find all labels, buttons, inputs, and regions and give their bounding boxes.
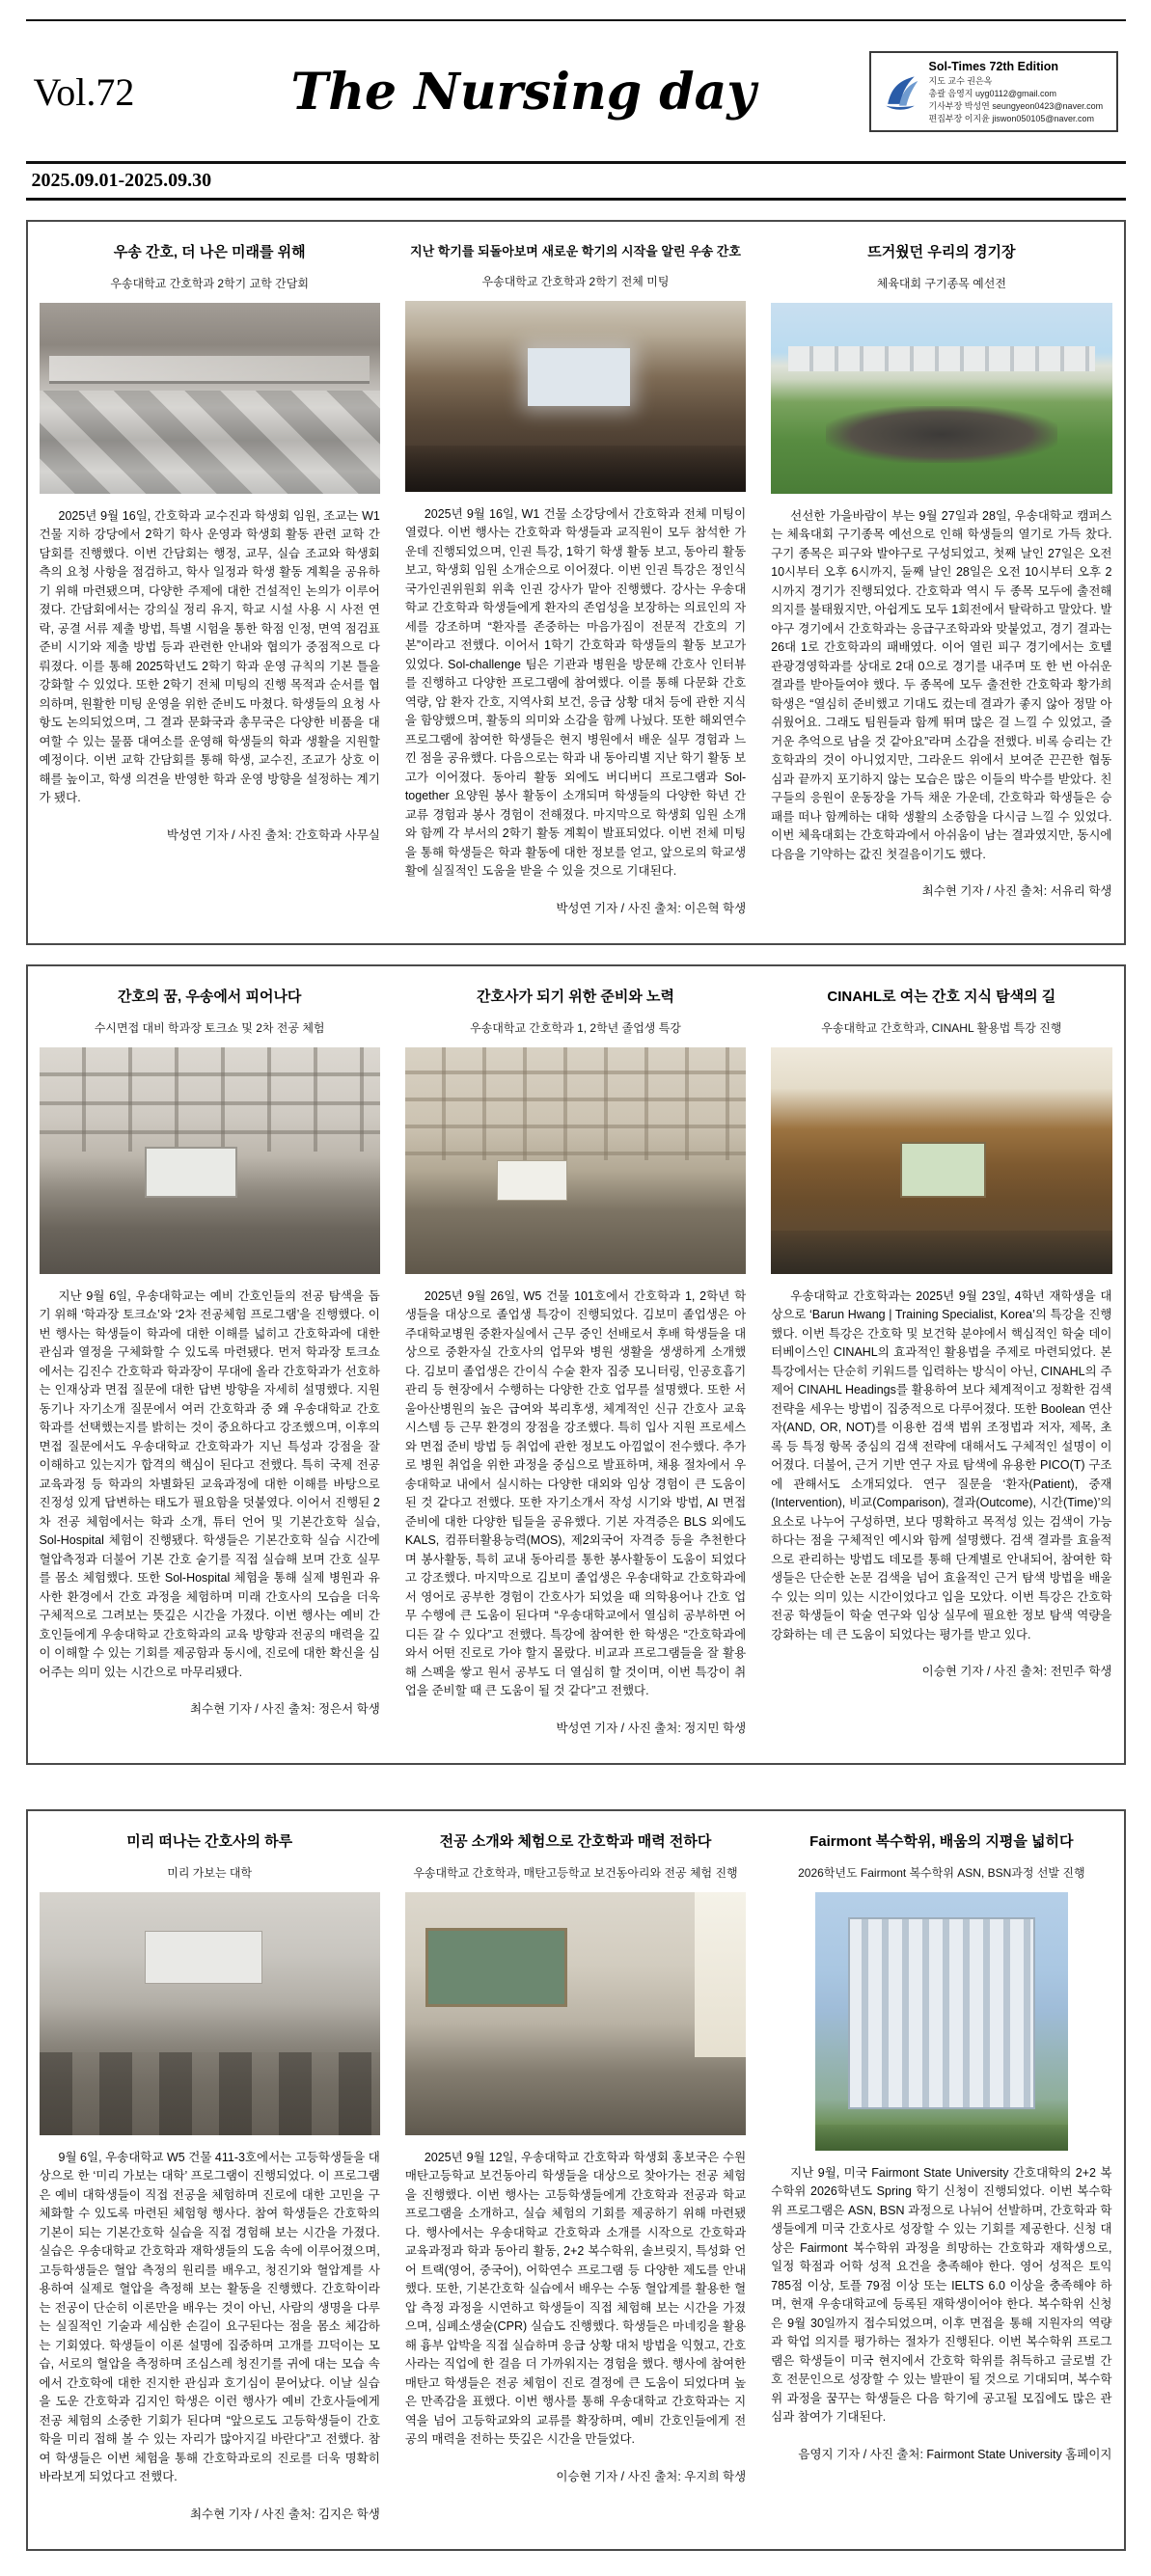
article-fairmont-dual-degree bbox=[771, 1827, 1111, 2522]
article-headline: 우송 간호, 더 나은 미래를 위해 bbox=[113, 243, 306, 260]
article-subtitle: 우송대학교 간호학과 2학기 전체 미팅 bbox=[481, 274, 670, 288]
article-headline: 간호의 꿈, 우송에서 피어나다 bbox=[117, 988, 302, 1005]
article-subtitle: 체육대회 구기종목 예선전 bbox=[876, 276, 1006, 290]
credit-advisor: 지도 교수 권은옥 bbox=[928, 76, 993, 87]
credit-reporter-chief: 기사부장 박성연 seungyeon0423@naver.com bbox=[928, 101, 1104, 112]
article-subtitle: 우송대학교 간호학과, 매탄고등학교 보건동아리와 전공 체험 진행 bbox=[413, 1865, 738, 1880]
newsletter-title: The Nursing day bbox=[290, 62, 756, 122]
article-subtitle: 수시면접 대비 학과장 토크쇼 및 2차 전공 체험 bbox=[94, 1020, 325, 1035]
article-subtitle: 2026학년도 Fairmont 복수학위 ASN, BSN과정 선발 진행 bbox=[798, 1865, 1085, 1880]
article-photo-auditorium bbox=[405, 301, 746, 492]
article-body: 2025년 9월 26일, W5 건물 101호에서 간호학과 1, 2학년 학생들을 대상으로 졸업생 특강이 진행되었다. 김보미 졸업생은 아주대학교병원 중환자실에서 근무 중인 선배로서 후배 학생들을 대상으로 중환자실 간호사의 업무와 병원 생활을 생생하게 소개했다. 김보미 졸업생은 간이식 수술 환자 집중 모니터링, 인공호흡기 관리 등 현장에서 수행하는 다양한 간호 업무를 설명했다. 또한 서울아산병원의 높은 급여와 복리후생, 체계적인 신규 간호사 교육 시스템 등 근무 환경의 장점을 강조했다. 특히 입사 지원 프로세스와 면접 준비 방법 등 취업에 관한 정보도 아낌없이 전수했다. 추가로 병원 취업을 위한 과정을 중심으로 발표하며, 채용 절차에서 우송대학교 내에서 실시하는 다양한 대외와 임상 경험이 큰 도움이 된 것 같다고 전했다. 또한 자기소개서 작성 시기와 방법, AI 면접 준비에 대한 다양한 팁들을 공유했다. 기본 자격증은 BLS 외에도 KALS, 컴퓨터활용능력(MOS), 제2외국어 자격증 등을 추천한다며 봉사활동, 특히 교내 동아리를 통한 봉사활동이 도움이 되었다고 강조했다. 마지막으로 김보미 졸업생은 우송대학교 간호학과에서 영어로 공부한 경험이 간호사가 되었을 때 의학용어나 간호 업무 수행에 큰 도움이 된다며 “우송대학교에서 열심히 공부하면 어디든 갈 수 있다”고 전했다. 특강에 참여한 한 학생은 “간호학과에 와서 어떤 진로로 가야 할지 몰랐다. 비교과 프로그램들을 잘 활용해 스펙을 쌓고 원서 공부도 더 열심히 할 것이며, 이번 특강이 취업을 준비할 때 큰 도움이 될 것 같다”고 전했다. bbox=[404, 1288, 747, 1698]
article-body: 선선한 가을바람이 부는 9월 27일과 28일, 우송대학교 캠퍼스는 체육대회 구기종목 예선으로 인해 학생들의 열기로 가득 찼다. 구기 종목은 피구와 발야구로 구성되었고, 첫째 날인 27일은 오전 10시부터 오후 6시까지, 둘째 날인 28일은 오전 10시부터 오후 2시까지 경기가 진행되었다. 간호학과 역시 두 종목 모두에 출전해 의지를 불태웠지만, 아쉽게도 모두 1회전에서 탈락하고 말았다. 발야구 경기에서 간호학과는 응급구조학과와 맞붙었고, 경기 결과는 26대 1로 간호학과의 패배였다. 이어 열린 피구 경기에서는 호텔관광경영학과를 상대로 2대 0으로 경기를 내주며 또 한 번 아쉬운 결과를 받아들여야 했다. 두 종목에 모두 출전한 간호학과 황가희 학생은 “열심히 준비했고 기대도 컸는데 결과가 좋지 않아 정말 아쉬웠어요. 그래도 팀원들과 함께 뛰며 많은 걸 느낄 수 있었고, 즐거운 추억으로 남을 것 같아요”라며 소감을 전했다. 비록 승리는 간호학과의 것이 아니었지만, 그라운드 위에서 보여준 끈끈한 협동심과 끝까지 포기하지 않는 모습은 많은 이들의 박수를 받았다. 친구들의 응원이 운동장을 가득 채운 가운데, 간호학과 학생들은 승패를 떠나 함께하는 대학 생활의 소중함을 다시금 느낄 수 있었다. 이번 체육대회는 간호학과에서 아쉬움이 남는 결과였지만, 동시에 다음을 기약하는 값진 첫걸음이기도 했다. bbox=[771, 508, 1112, 861]
credit-editor-chief: 편집부장 이지윤 jiswon050105@naver.com bbox=[928, 114, 1095, 124]
article-cinahl-lecture bbox=[771, 982, 1111, 1736]
article-photo-lecture-hall bbox=[40, 1047, 380, 1274]
article-byline: 음영지 기자 / 사진 출처: Fairmont State University 홈페이지 bbox=[798, 2447, 1112, 2461]
article-body: 우송대학교 간호학과는 2025년 9월 23일, 4학년 재학생을 대상으로 ‘Barun Hwang | Training Specialist, Korea’의 특강을 진행했다. 이번 특강은 간호학 및 보건학 분야에서 핵심적인 학술 데이터베이스인 CINAHL의 효과적인 활용법을 주제로 마련되었다. 본 특강에서는 단순히 키워드를 입력하는 방식이 아닌, CINAHL의 주제어 CINAHL Headings를 활용하여 보다 체계적이고 정확한 검색 전략을 세우는 방법이 집중적으로 다루어졌다. 또한 Boolean 연산자(AND, OR, NOT)를 이용한 검색 범위 조정법과 저자, 제목, 초록 등 특정 항목 중심의 검색 전략에 대해서도 구체적인 설명이 이어졌다. 더불어, 근거 기반 연구 자료 탐색에 유용한 PICO(T) 구조에 관해서도 소개되었다. 연구 질문을 ‘환자(Patient), 중재(Intervention), 비교(Comparison), 결과(Outcome), 시간(Time)’의 요소로 나누어 구성하면, 보다 명확하고 목적성 있는 검색이 가능하다는 점을 구체적인 예시와 함께 설명했다. 검색 결과를 효율적으로 관리하는 방법도 데모를 통해 단계별로 안내되어, 참여한 학생들은 단순한 논문 검색을 넘어 효율적인 근거 탐색 방법을 배울 수 있는 의미 있는 시간이었다고 입을 모았다. 이번 특강은 간호학 전공 학생들이 학술 연구와 임상 실무에 필요한 정보 탐색 역량을 강화하는 데 큰 도움이 되었다는 평가를 받고 있다. bbox=[771, 1288, 1112, 1641]
volume-label: Vol.72 bbox=[33, 69, 135, 114]
article-body: 9월 6일, 우송대학교 W5 건물 411-3호에서는 고등학생들을 대상으로 한 ‘미리 가보는 대학’ 프로그램이 진행되었다. 이 프로그램은 예비 대학생들이 직접 전공을 체험하며 진로에 대한 고민을 구체화할 수 있도록 마련된 체험형 행사다. 참여 학생들은 간호학의 기본이 되는 기본간호학 실습을 직접 경험해 보는 시간을 가졌다. 실습은 우송대학교 간호학과 재학생들의 도움 속에 이루어졌으며, 고등학생들은 혈압 측정의 원리를 배우고, 청진기와 혈압계를 사용하여 실제로 혈압을 측정해 보는 활동을 진행했다. 간호학이라는 전공이 단순히 이론만을 배우는 것이 아닌, 사람의 생명을 다루는 실질적인 기술과 세심한 손길이 요구된다는 점을 몸소 체감하는 기회였다. 학생들이 이론 설명에 집중하며 고개를 끄덕이는 모습, 서로의 혈압을 측정하며 조심스레 청진기를 귀에 대는 모습 속에서 간호학에 대한 진지한 관심과 호기심이 묻어났다. 이날 실습을 도운 간호학과 김지인 학생은 이런 행사가 예비 간호사들에게 전공 체험의 소중한 기회가 된다며 “앞으로도 고등학생들이 간호학을 미리 접해 볼 수 있는 자리가 많아지길 바란다”고 전했다. 참여 학생들은 이번 체험을 통해 간호학과로의 진로를 더욱 명확히 바라보게 되었다고 전했다. bbox=[39, 2150, 380, 2484]
article-headline: 간호사가 되기 위한 준비와 노력 bbox=[476, 988, 675, 1005]
credit-lead: 총괄 음영지 uyg0112@gmail.com bbox=[928, 89, 1056, 99]
article-headline: 뜨거웠던 우리의 경기장 bbox=[867, 243, 1016, 260]
article-subtitle: 우송대학교 간호학과 1, 2학년 졸업생 특강 bbox=[470, 1020, 681, 1035]
article-subtitle: 우송대학교 간호학과 2학기 교학 간담회 bbox=[110, 276, 309, 290]
article-body: 2025년 9월 12일, 우송대학교 간호학과 학생회 홍보국은 수원 매탄고등학교 보건동아리 학생들을 대상으로 찾아가는 전공 체험을 진행했다. 이번 행사는 고등학생들에게 간호학과 전공과 학교 프로그램을 소개하고, 실습 체험의 기회를 제공하기 위해 마련됐다. 행사에서는 우송대학교 간호학과 소개를 시작으로 간호학과 교육과정과 학과 동아리 활동, 2+2 복수학위, 솔브릿지, 특성화 언어 트랙(영어, 중국어), 어학연수 프로그램 등 다양한 제도를 안내했다. 또한, 기본간호학 실습에서 배우는 수동 혈압계를 활용한 혈압 측정 과정을 시연하고 학생들이 직접 체험해 보는 시간을 가졌으며, 심폐소생술(CPR) 실습도 진행했다. 학생들은 마네킹을 활용해 흉부 압박을 직접 실습하며 응급 상황 대처 방법을 익혔고, 간호사라는 직업에 한 걸음 더 가까워지는 경험을 했다. 행사에 참여한 매탄고 학생들은 전공 체험이 진로 결정에 큰 도움이 되었다며 높은 만족감을 표했다. 이번 행사를 통해 우송대학교 간호학과는 지역을 넘어 고등학교와의 교류를 확장하며, 예비 간호인들에게 전공의 매력을 전하는 뜻깊은 시간을 만들었다. bbox=[404, 2150, 747, 2447]
newsletter-logo bbox=[879, 70, 921, 113]
article-photo-sports-field bbox=[771, 303, 1111, 494]
article-highschool-outreach bbox=[405, 1827, 746, 2522]
masthead bbox=[26, 21, 1126, 201]
article-byline: 최수현 기자 / 사진 출처: 정은서 학생 bbox=[189, 1702, 380, 1717]
article-photo-meeting-room bbox=[40, 303, 380, 494]
bottom-margin bbox=[26, 2551, 1126, 2576]
newsletter-page bbox=[26, 0, 1126, 2576]
article-headline: 미리 떠나는 간호사의 하루 bbox=[126, 1832, 293, 1850]
article-department-meeting bbox=[405, 237, 746, 916]
article-headline: CINAHL로 여는 간호 지식 탐색의 길 bbox=[827, 988, 1056, 1005]
article-headline: 지난 학기를 되돌아보며 새로운 학기의 시작을 알린 우송 간호 bbox=[410, 243, 741, 258]
article-row-1 bbox=[26, 220, 1126, 945]
article-sports-day bbox=[771, 237, 1111, 916]
article-body: 지난 9월 6일, 우송대학교는 예비 간호인들의 전공 탐색을 돕기 위해 ‘학과장 토크쇼’와 ‘2차 전공체험 프로그램’을 진행했다. 이번 행사는 학생들이 학과에 대한 이해를 넓히고 간호학과에 대한 관심과 열정을 구체화할 수 있도록 마련됐다. 먼저 학과장 토크쇼에서는 김진수 간호학과 학과장이 무대에 올라 간호학과가 선호하는 인재상과 면접 질문에 대한 답변 방향을 자세히 설명했다. 지원 동기나 자기소개 질문에서 여러 간호학과 중 왜 우송대학교 간호학과를 선택했는지를 밝히는 것이 중요하다고 강조했으며, 이후의 면접 질문에서도 우송대학교 간호학과가 지닌 특성과 강점을 잘 이해하고 있는지가 합격의 핵심이 된다고 전했다. 특히 국제 전공 교육과정 등 학과의 차별화된 교육과정에 대한 이해를 바탕으로 진정성 있게 답변하는 태도가 필요함을 덧붙였다. 이어서 진행된 2차 전공 체험에서는 학과 소개, 튜터 언어 및 기본간호학 실습, Sol-Hospital 체험이 진행됐다. 학생들은 기본간호학 실습 시간에 혈압측정과 더불어 기본 간호 술기를 직접 실습해 보며 간호 실무를 몸소 체험했다. 또한 Sol-Hospital 체험을 통해 실제 병원과 유사한 환경에서 간호 과정을 체험하며 미래 간호사의 모습을 더욱 구체적으로 그려보는 뜻깊은 시간을 가졌다. 이번 행사는 예비 간호인들에게 우송대학교 간호학과의 교육 방향과 전공의 매력을 깊이 이해할 수 있는 기회를 제공함과 동시에, 진로에 대한 확신을 심어주는 의미 있는 시간으로 마무리됐다. bbox=[39, 1288, 380, 1679]
article-headline: 전공 소개와 체험으로 간호학과 매력 전하다 bbox=[439, 1832, 712, 1850]
article-row-2 bbox=[26, 964, 1126, 1765]
article-photo-chalkboard-classroom bbox=[405, 1892, 746, 2135]
article-byline: 이승현 기자 / 사진 출처: 전민주 학생 bbox=[921, 1665, 1112, 1679]
article-byline: 최수현 기자 / 사진 출처: 김지은 학생 bbox=[189, 2507, 380, 2521]
issue-date-range: 2025.09.01-2025.09.30 bbox=[31, 169, 212, 191]
article-body: 2025년 9월 16일, 간호학과 교수진과 학생회 임원, 조교는 W1 건물 지하 강당에서 2학기 학사 운영과 학생회 활동 관련 교학 간담회를 진행했다. 이번 간담회는 행정, 교무, 실습 조교와 학생회 측의 요청 사항을 점검하고, 학사 일정과 학생 활동 계획을 공유하기 위해 마련됐으며, 다양한 주제에 대한 건설적인 논의가 이루어졌다. 간담회에서는 강의실 정리 유지, 학교 시설 사용 시 사전 연락, 공결 서류 제출 방법, 특별 시험을 통한 학점 인정, 면역 점검표 준비 시기와 제출 방법 등과 관련한 안내와 협의가 중점적으로 다뤄졌다. 이를 통해 2025학년도 2학기 학과 운영 규칙의 기본 틀을 강화할 수 있었다. 또한 2학기 전체 미팅의 진행 목적과 순서를 협의하며, 원활한 미팅 운영을 위한 준비도 마쳤다. 학생들의 요청 사항도 논의되었으며, 그 결과 문화국과 총무국은 다양한 비품을 대여할 수 있는 물품 대여소를 운영해 학생들의 학과 생활을 지원할 예정이다. 이번 교학 간담회를 통해 학생, 교수진, 조교가 상호 이해를 높이고, 학생 의견을 반영한 학과 운영 방향을 설정하는 계기가 됐다. bbox=[39, 508, 380, 805]
article-meeting-faculty bbox=[40, 237, 380, 916]
article-subtitle: 미리 가보는 대학 bbox=[167, 1865, 253, 1880]
article-photo-seminar-hall bbox=[771, 1047, 1111, 1274]
article-photo-practice-room bbox=[40, 1892, 380, 2135]
article-headline: Fairmont 복수학위, 배움의 지평을 넓히다 bbox=[809, 1832, 1074, 1850]
article-subtitle: 우송대학교 간호학과, CINAHL 활용법 특강 진행 bbox=[821, 1020, 1062, 1035]
edition-title: Sol-Times 72th Edition bbox=[928, 60, 1059, 74]
date-rule bbox=[26, 198, 1126, 201]
edition-box bbox=[869, 51, 1118, 132]
article-row-3 bbox=[26, 1809, 1126, 2551]
article-campus-preview bbox=[40, 1827, 380, 2522]
article-byline: 박성연 기자 / 사진 출처: 이은혁 학생 bbox=[556, 901, 747, 915]
article-alumni-lecture bbox=[405, 982, 746, 1736]
article-admissions-talkshow bbox=[40, 982, 380, 1736]
article-byline: 최수현 기자 / 사진 출처: 서유리 학생 bbox=[921, 884, 1112, 899]
article-byline: 이승현 기자 / 사진 출처: 우지희 학생 bbox=[556, 2469, 747, 2483]
article-body: 지난 9월, 미국 Fairmont State University 간호대학의 2+2 복수학위 2026학년도 Spring 학기 신청이 진행되었다. 이번 복수학위 프로그램은 ASN, BSN 과정으로 나뉘어 선발하며, 간호학과 학생들에게 미국 간호사로 성장할 수 있는 기회를 제공한다. 신청 대상은 Fairmont 복수학위 과정을 희망하는 간호학과 재학생으로, 일정 학점과 어학 성적 요건을 충족해야 한다. 영어 성적은 토익 785점 이상, 토플 79점 이상 또는 IELTS 6.0 이상을 충족해야 하며, 현재 우송대학교에 등록된 재학생이어야 한다. 복수학위 신청은 9월 30일까지 접수되었으며, 이후 면접을 통해 지원자의 역량과 학업 의지를 평가하는 절차가 진행된다. 이번 복수학위 프로그램은 학생들이 미국 현지에서 간호학 학위를 취득하고 글로벌 간호 전문인으로 성장할 수 있는 발판이 될 것으로 기대되며, 복수학위 과정을 꿈꾸는 학생들은 다음 학기에 공고될 모집에도 많은 관심과 참여가 기대된다. bbox=[771, 2165, 1112, 2425]
article-byline: 박성연 기자 / 사진 출처: 간호학과 사무실 bbox=[166, 827, 380, 842]
article-photo-university-building bbox=[815, 1892, 1067, 2151]
article-body: 2025년 9월 16일, W1 건물 소강당에서 간호학과 전체 미팅이 열렸다. 이번 행사는 간호학과 학생들과 교직원이 모두 참석한 가운데 진행되었으며, 인권 특강, 1학기 학생 활동 보고, 동아리 활동 보고, 학생회 임원 소개순으로 이어졌다. 이번 인권 특강은 정인식 국가인권위원회 위촉 인권 강사가 맡아 진행했다. 강사는 우송대학교 간호학과 학생들에게 환자의 존엄성을 보장하는 의료인의 자세를 강조하며 “환자를 존중하는 마음가짐이 전문적 간호의 기본”이라고 전했다. 이어서 1학기 간호학과 학생들의 활동 보고가 있었다. Sol-challenge 팀은 기관과 병원을 방문해 간호사 인터뷰를 진행하고 다양한 프로그램에 참여했다. 이를 통해 다문화 간호 역량, 암 환자 간호, 지역사회 보건, 응급 상황 대처 등에 관한 지식을 함양했으며, 활동의 의미와 소감을 함께 나눴다. 또한 해외연수 프로그램에 참여한 학생들은 현지 병원에서 배운 실무 경험과 느낀 점을 공유했다. 다음으로는 학과 내 동아리별 지난 학기 활동 보고가 이어졌다. 동아리 활동 외에도 버디버디 프로그램과 Sol-together 요양원 봉사 활동이 소개되며 학생들의 다양한 학년 간 교류 경험과 봉사 경험이 전해졌다. 마지막으로 학생회 임원 소개와 함께 각 부서의 2학기 활동 계획이 발표되었다. 이번 전체 미팅을 통해 학생들은 학과 활동에 대한 정보를 얻고, 앞으로의 학교생활에 실질적인 도움을 받을 수 있을 것으로 기대된다. bbox=[404, 506, 747, 879]
edition-credits bbox=[929, 58, 1104, 125]
article-photo-classroom bbox=[405, 1047, 746, 1274]
article-byline: 박성연 기자 / 사진 출처: 정지민 학생 bbox=[556, 1721, 747, 1735]
